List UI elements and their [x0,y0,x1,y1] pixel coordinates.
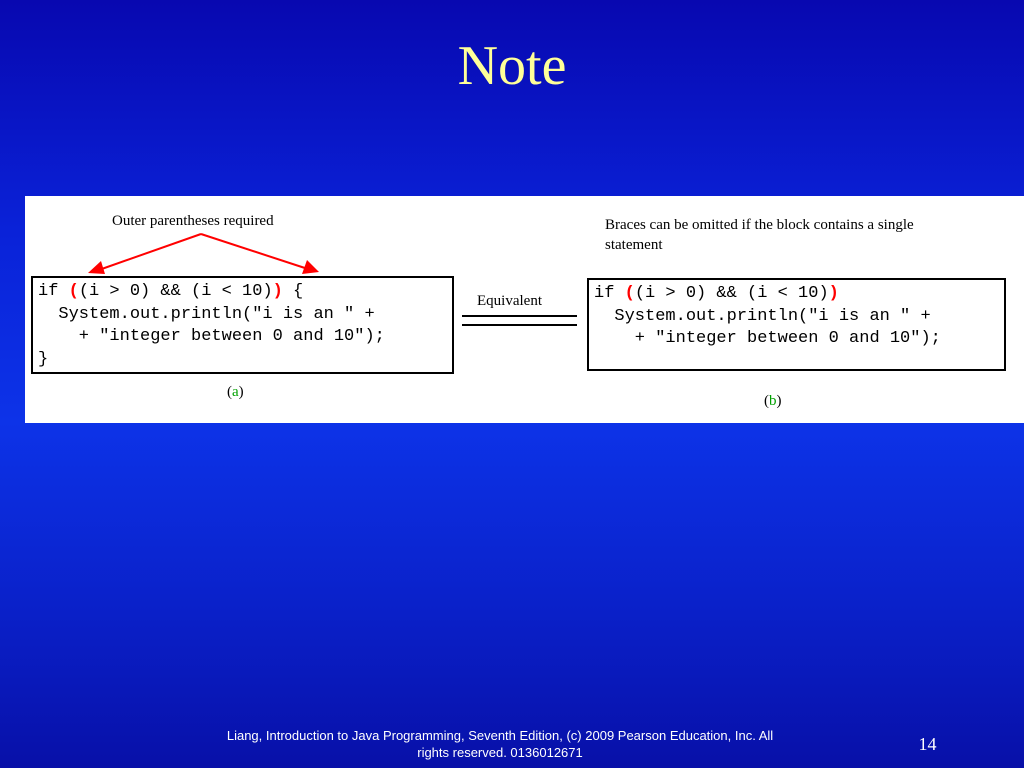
code-b-line-3: + "integer between 0 and 10"); [594,329,941,348]
caption-a-letter: a [232,384,239,400]
code-a-if-keyword: if [38,282,69,301]
footer-line-2: rights reserved. 0136012671 [417,745,583,760]
page-number: 14 [918,734,937,754]
slide-title: Note [457,35,567,97]
caption-a [227,382,244,402]
copyright-footer [190,727,810,761]
arrow-line-right [201,234,311,270]
code-b-condition: (i > 0) && (i < 10) [634,284,829,303]
code-b-if-keyword: if [594,284,625,303]
footer-line-1: Liang, Introduction to Java Programming, Seventh Edition, (c) 2009 Pearson Education, Inc. All [226,728,774,743]
arrow-head-right [302,260,319,274]
equivalent-label: Equivalent [477,293,542,309]
code-a-outer-close-paren: ) [272,282,283,301]
braces-omitted-note-line2: statement [605,237,663,253]
braces-omitted-note [605,215,914,255]
code-b-outer-close-paren: ) [828,284,839,303]
code-a-open-brace: { [282,282,304,301]
code-b-line-2: System.out.println("i is an " + [594,306,931,326]
caption-b-letter: b [769,393,777,409]
outer-parentheses-note: Outer parentheses required [112,213,274,229]
code-b-outer-open-paren: ( [624,284,635,303]
code-block-b [587,278,1006,371]
example-panel [25,196,1024,423]
code-a-outer-open-paren: ( [68,282,79,301]
code-a-line-2: System.out.println("i is an " + [38,304,375,324]
caption-b-open: ( [764,393,769,409]
braces-omitted-note-line1: Braces can be omitted if the block contains a single [605,217,914,233]
caption-b [764,391,782,411]
code-block-a [31,276,454,374]
arrow-line-left [96,234,201,271]
caption-a-open: ( [227,384,232,400]
code-a-condition: (i > 0) && (i < 10) [78,282,273,301]
code-a-line-1 [38,281,452,304]
code-a-line-3: + "integer between 0 and 10"); [38,327,385,346]
caption-b-close: ) [776,393,782,409]
arrow-head-left [88,261,105,274]
code-b-line-1 [594,283,1004,306]
code-a-line-4: } [38,349,49,369]
caption-a-close: ) [238,384,244,400]
